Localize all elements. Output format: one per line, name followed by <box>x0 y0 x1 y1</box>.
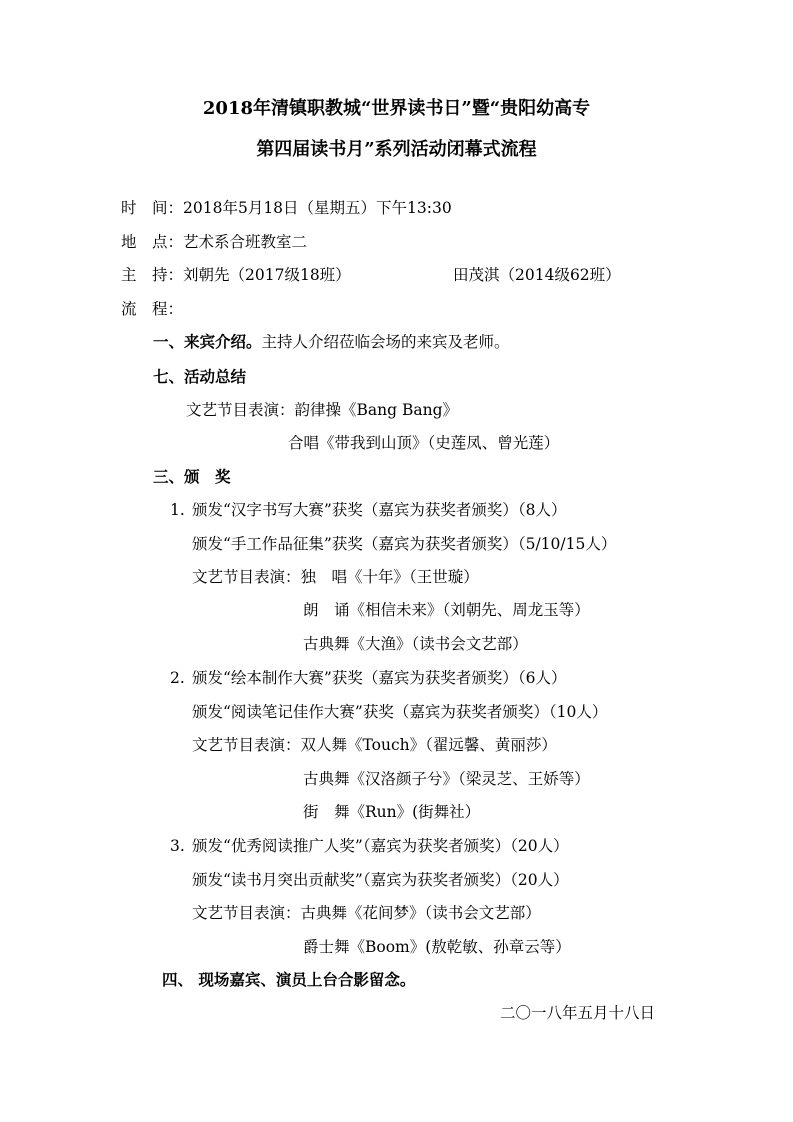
section-2-title: 七、活动总结 <box>153 367 247 386</box>
document-date: 二〇一八年五月十八日 <box>500 1004 656 1022</box>
flow-label: 流 程： <box>121 300 184 318</box>
title-line-2: 第四届读书月”系列活动闭幕式流程 <box>256 139 537 160</box>
time-row <box>121 198 452 218</box>
award-1-line-2: 颁发“手工作品征集”获奖（嘉宾为获奖者颁奖）（5/10/15人） <box>192 535 617 553</box>
award-1-perf-2: 朗 诵《相信未来》（刘朝先、周龙玉等） <box>303 601 590 619</box>
place-value: 艺术系合班教室二 <box>183 233 308 251</box>
award-3-line-1: 颁发“优秀阅读推广人奖”（嘉宾为获奖者颁奖）（20人） <box>192 837 569 855</box>
section-1-text: 主持人介绍莅临会场的来宾及老师。 <box>261 333 510 351</box>
award-3-perf-2: 爵士舞《Boom》(敖乾敏、孙章云等） <box>303 938 571 956</box>
award-2-line-2: 颁发“阅读笔记佳作大赛”获奖（嘉宾为获奖者颁奖）（10人） <box>192 703 608 721</box>
award-1-perf-1: 文艺节目表演：独 唱《十年》（王世璇） <box>192 568 479 586</box>
time-value: 2018年5月18日（星期五）下午13:30 <box>183 199 452 217</box>
section-2-line-2: 合唱《带我到山顶》（史莲凤、曾光莲） <box>288 434 560 452</box>
award-2-perf-2: 古典舞《汉洛颜子兮》（梁灵芝、王娇等） <box>303 770 590 788</box>
award-2-number: 2. <box>170 669 185 687</box>
award-2-perf-3: 街 舞《Run》(街舞社） <box>303 803 481 821</box>
award-1-perf-3: 古典舞《大渔》（读书会文艺部） <box>303 635 528 653</box>
host-1: 刘朝先（2017级18班） <box>183 266 351 284</box>
host-label: 主 持： <box>121 266 184 284</box>
award-3-number: 3. <box>170 837 185 855</box>
award-3-line-2: 颁发“读书月突出贡献奖”（嘉宾为获奖者颁奖）（20人） <box>192 871 569 889</box>
award-2-perf-1: 文艺节目表演：双人舞《Touch》（翟远馨、黄丽莎） <box>192 736 557 754</box>
award-1-number: 1. <box>170 501 185 519</box>
section-3-title: 三、颁 奖 <box>153 467 231 486</box>
place-row <box>121 232 307 252</box>
section-2-line-1: 文艺节目表演：韵律操《Bang Bang》 <box>186 401 459 419</box>
time-label: 时 间： <box>121 199 184 217</box>
closing-line: 四、 现场嘉宾、演员上台合影留念。 <box>162 970 416 989</box>
place-label: 地 点： <box>121 233 184 251</box>
section-1-title: 一、来宾介绍。 <box>153 332 262 351</box>
host-row <box>121 265 351 285</box>
award-3-perf-1: 文艺节目表演：古典舞《花间梦》（读书会文艺部） <box>192 904 541 922</box>
award-2-line-1: 颁发“绘本制作大赛”获奖（嘉宾为获奖者颁奖）（6人） <box>192 669 567 687</box>
award-1-line-1: 颁发“汉字书写大赛”获奖（嘉宾为获奖者颁奖）（8人） <box>192 501 567 519</box>
host-2: 田茂淇（2014级62班） <box>453 266 621 284</box>
section-1 <box>153 332 510 352</box>
title-line-1: 2018年清镇职教城“世界读书日”暨“贵阳幼高专 <box>202 98 591 119</box>
